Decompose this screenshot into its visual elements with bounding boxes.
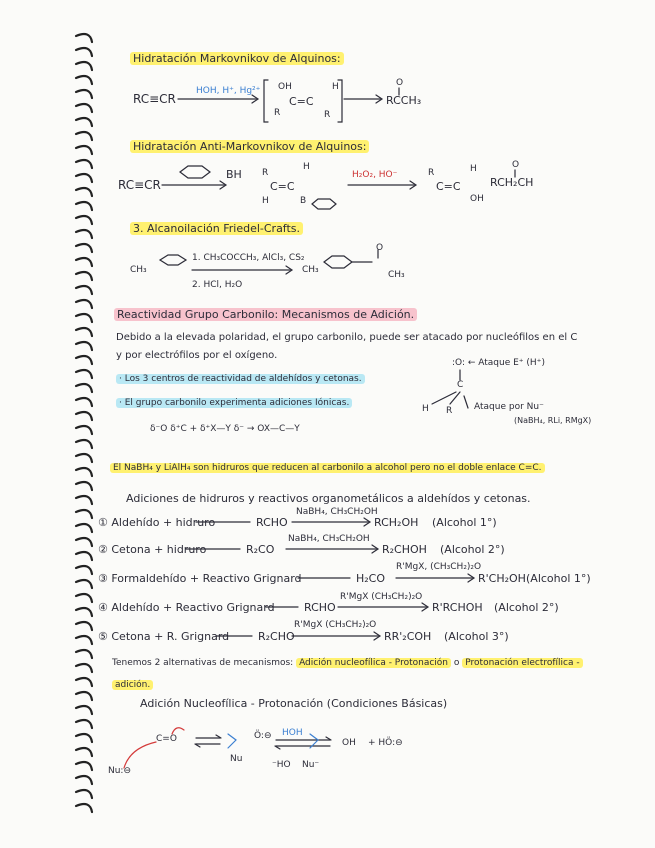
s6-alt2b: adición. [112, 680, 153, 690]
s1-int-r-right: R [324, 110, 331, 120]
s6-carbonyl: C=O [156, 734, 177, 744]
s4-line1: Debido a la elevada polaridad, el grupo carbonilo, puede ser atacado por nucleófilos en el C [116, 332, 578, 343]
row-left: Cetona + hidruro [111, 543, 207, 556]
row-type: (Alcohol 2°) [494, 601, 559, 614]
s1-product: RCCH₃ [386, 94, 422, 107]
row-product: R₂CHOH [382, 543, 427, 556]
s3-title-text: 3. Alcanoilación Friedel-Crafts. [130, 222, 303, 235]
row-reagent: NaBH₄, CH₃CH₂OH [288, 534, 370, 544]
row-product: RCH₂OH [374, 516, 419, 529]
s1-int-core: C=C [289, 95, 314, 108]
row-left: Aldehído + Reactivo Grignard [111, 601, 275, 614]
s2-vinyl-b: B [300, 196, 307, 206]
s2-cyclohexyl-2 [312, 199, 336, 209]
s4-attack-nu: Ataque por Nu⁻ [474, 402, 544, 412]
s6-nu2: Nu [230, 754, 243, 764]
s2-product: RCH₂CH [490, 176, 534, 189]
s4-nu-examples: (NaBH₄, RLi, RMgX) [514, 416, 592, 425]
s6-tetra-1 [228, 734, 236, 748]
s6-alts: Tenemos 2 alternativas de mecanismos: [112, 658, 294, 668]
s6-ho-minus: + HÖ:⊖ [368, 738, 403, 748]
s1-int-h-top: H [332, 82, 339, 92]
s3-benzene-reactant [160, 255, 186, 265]
s3-product-o: O [376, 243, 384, 253]
row-num: ⑤ [98, 630, 108, 643]
s6-reagent-bottom: ⁻HO [272, 760, 291, 770]
row-reagent: R'MgX (CH₃CH₂)₂O [340, 592, 423, 602]
s4-c: C [457, 380, 464, 390]
row-num: ② [98, 543, 108, 556]
s2-enol-core: C=C [436, 180, 461, 193]
s2-enol-h: H [470, 164, 477, 174]
s4-bullet1-text: · Los 3 centros de reactividad de aldehídos y cetonas. [116, 374, 365, 384]
s3-benzene-product [324, 256, 352, 268]
s6-nu3: Nu⁻ [302, 760, 320, 770]
s6-alt1: Adición nucleofílica - Protonación [296, 658, 451, 668]
s3-product-right: CH₃ [388, 270, 405, 280]
s5-heading: Adiciones de hidruros y reactivos organometálicos a aldehídos y cetonas. [126, 492, 531, 505]
s1-int-oh: OH [278, 82, 292, 92]
s2-vinyl-core: C=C [270, 180, 295, 193]
row-left: Formaldehído + Reactivo Grignard [111, 572, 302, 585]
s2-product-o: O [512, 160, 520, 170]
s4-nu-arrow [464, 396, 468, 408]
s1-bracket-left [264, 80, 268, 122]
row-type: (Alcohol 1°) [526, 572, 591, 585]
row-type: (Alcohol 2°) [440, 543, 505, 556]
row-sub: R₂CHO [258, 630, 295, 643]
s2-vinyl-r: R [262, 168, 269, 178]
s4-attack-e: :O: ← Ataque E⁺ (H⁺) [452, 358, 545, 368]
s1-product-o: O [396, 78, 404, 88]
s2-reactant: RC≡CR [118, 178, 161, 192]
row-left: Aldehído + hidruro [111, 516, 216, 529]
s6-o-minus: Ö:⊖ [254, 731, 272, 741]
row-num: ① [98, 516, 108, 529]
s6-mech-title: Adición Nucleofílica - Protonación (Condiciones Básicas) [140, 697, 448, 710]
s3-reagent1: 1. CH₃COCCH₃, AlCl₃, CS₂ [192, 253, 305, 263]
row-reagent: R'MgX, (CH₃CH₂)₂O [396, 562, 482, 572]
s1-int-r-left: R [274, 108, 281, 118]
row-sub: R₂CO [246, 543, 275, 556]
s4-line2: y por electrófilos por el oxígeno. [116, 350, 278, 361]
row-left: Cetona + R. Grignard [111, 630, 230, 643]
row-reagent: R'MgX (CH₃CH₂)₂O [294, 620, 377, 630]
row-sub: RCHO [304, 601, 336, 614]
s3-product-left: CH₃ [302, 265, 319, 275]
row-product: R'RCHOH [432, 601, 483, 614]
row-type: (Alcohol 1°) [432, 516, 497, 529]
s6-oh-prod: OH [342, 738, 356, 748]
s2-borane: BH [226, 168, 242, 181]
s2-cyclohexyl-1 [180, 166, 210, 178]
s3-reactant: CH₃ [130, 265, 147, 275]
s1-reagent: HOH, H⁺, Hg²⁺ [196, 86, 261, 96]
s6-alt2: Protonación electrofílica - [462, 658, 582, 668]
row-reagent: NaBH₄, CH₃CH₂OH [296, 507, 378, 517]
s1-title-text: Hidratación Markovnikov de Alquinos: [130, 52, 344, 65]
s4-r: R [446, 406, 453, 416]
s1-reactant: RC≡CR [133, 92, 176, 106]
s6-nu-attack-arrow [124, 742, 156, 768]
s2-vinyl-h: H [303, 162, 310, 172]
s2-enol-r: R [428, 168, 435, 178]
row-type: (Alcohol 3°) [444, 630, 509, 643]
s4-ionic: δ⁻O δ⁺C + δ⁺X—Y δ⁻ → OX—C—Y [150, 424, 300, 434]
s2-vinyl-h2: H [262, 196, 269, 206]
s6-co-arrow [172, 728, 184, 734]
s1-bracket-right [338, 80, 342, 122]
s4-h: H [422, 404, 429, 414]
s6-or: o [453, 658, 460, 668]
s6-nu: Nu:⊖ [108, 766, 132, 776]
s4-c-h-bond [432, 392, 456, 404]
s4-bullet2-text: · El grupo carbonilo experimenta adiciones Iónicas. [116, 398, 352, 408]
row-num: ③ [98, 572, 108, 585]
s2-enol-oh: OH [470, 194, 484, 204]
s3-reagent2: 2. HCl, H₂O [192, 280, 243, 290]
s6-reagent-top: HOH [282, 728, 303, 738]
row-sub: RCHO [256, 516, 288, 529]
s2-title-text: Hidratación Anti-Markovnikov de Alquinos: [130, 140, 369, 153]
row-sub: H₂CO [356, 572, 386, 585]
row-product: RR'₂COH [384, 630, 432, 643]
row-num: ④ [98, 601, 108, 614]
s4-title-text: Reactividad Grupo Carbonilo: Mecanismos de Adición. [114, 308, 417, 321]
s2-reagent: H₂O₂, HO⁻ [352, 170, 398, 180]
s5-note-text: El NaBH₄ y LiAlH₄ son hidruros que reducen al carbonilo a alcohol pero no el doble enlace C=C. [110, 463, 545, 473]
row-product: R'CH₂OH [478, 572, 526, 585]
